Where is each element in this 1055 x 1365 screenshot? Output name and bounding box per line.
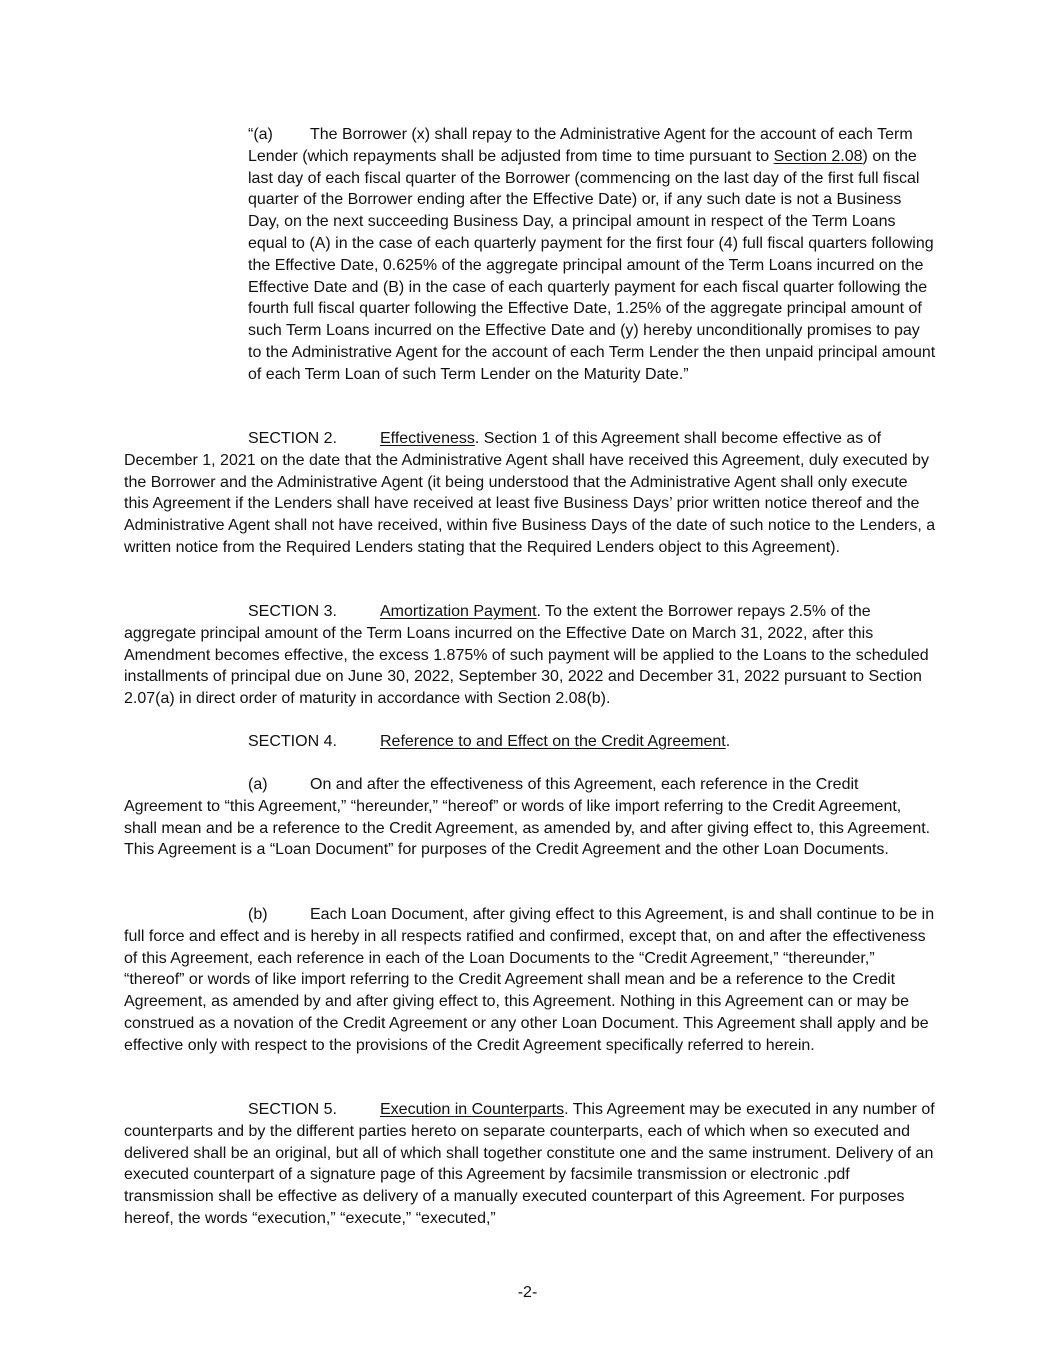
section-3-heading: Amortization Payment bbox=[380, 603, 537, 620]
paragraph-a bbox=[248, 124, 936, 386]
section-4a-body: On and after the effectiveness of this Agreement, each reference in the Credit Agreement to “this Agreement,” “hereunder,” “hereof” or words of like import referring to the Credit Agreement, shall mean and be a reference to the Credit Agreement, as amended by, and after giving effect to, this Agreement. This Agreement is a “Loan Document” for purposes of the Credit Agreement and the other Loan Documents. bbox=[124, 776, 931, 859]
section-4-heading-line bbox=[124, 731, 936, 753]
section-4b-paragraph bbox=[124, 904, 936, 1057]
section-4a-label: (a) bbox=[248, 776, 268, 793]
section-2-heading: Effectiveness bbox=[380, 430, 475, 447]
section-5-body: . This Agreement may be executed in any number of counterparts and by the different parties hereto on separate counterparts, each of which when so executed and delivered shall be an original, but all of which shall together constitute one and the same instrument. Delivery of an executed counterpart of a signature page of this Agreement by facsimile transmission or electronic .pdf transmission shall be effective as delivery of a manually executed counterpart of this Agreement. For purposes hereof, the words “execution,” “execute,” “executed,” bbox=[124, 1101, 935, 1227]
section-5-heading: Execution in Counterparts bbox=[380, 1101, 565, 1118]
paragraph-a-label: “(a) bbox=[248, 126, 273, 143]
page-number: -2- bbox=[517, 1284, 538, 1301]
section-4-heading: Reference to and Effect on the Credit Agreement bbox=[380, 733, 726, 750]
section-5-number: SECTION 5. bbox=[248, 1101, 337, 1118]
section-4b-body: Each Loan Document, after giving effect to this Agreement, is and shall continue to be in full force and effect and is hereby in all respects ratified and confirmed, except that, on and after the effectiveness of this Agreement, each reference in each of the Loan Documents to the “Credit Agreement,” “thereunder,” “thereof” or words of like import referring to the Credit Agreement shall mean and be a reference to the Credit Agreement, as amended by and after giving effect to, this Agreement. Nothing in this Agreement can or may be construed as a novation of the Credit Agreement or any other Loan Document. This Agreement shall apply and be effective only with respect to the provisions of the Credit Agreement specifically referred to herein. bbox=[124, 906, 935, 1054]
section-2-08-reference: Section 2.08 bbox=[773, 147, 863, 165]
paragraph-a-text-2: ) on the last day of each fiscal quarter of the Borrower (commencing on the last day of the first full fiscal quarter of the Borrower ending after the Effective Date) or, if any such date is not a Business Day, on the next succeeding Business Day, a principal amount in respect of the Term Loans equal to (A) in the case of each quarterly payment for the first four (4) full fiscal quarters following the Effective Date, 0.625% of the aggregate principal amount of the Term Loans incurred on the Effective Date and (B) in the case of each quarterly payment for each fiscal quarter following the fourth full fiscal quarter following the Effective Date, 1.25% of the aggregate principal amount of such Term Loans incurred on the Effective Date and (y) hereby unconditionally promises to pay to the Administrative Agent for the account of each Term Lender the then unpaid principal amount of each Term Loan of such Term Lender on the Maturity Date.” bbox=[248, 147, 936, 383]
section-4-tail: . bbox=[725, 733, 731, 750]
section-2-body: . Section 1 of this Agreement shall become effective as of December 1, 2021 on the date that the Administrative Agent shall have received this Agreement, duly executed by the Borrower and the Administrative Agent (it being understood that the Administrative Agent shall only execute this Agreement if the Lenders shall have received at least five Business Days’ prior written notice thereof and the Administrative Agent shall not have received, within five Business Days of the date of such notice to the Lenders, a written notice from the Required Lenders stating that the Required Lenders object to this Agreement). bbox=[124, 430, 936, 556]
section-3-number: SECTION 3. bbox=[248, 603, 337, 620]
section-4b-label: (b) bbox=[248, 906, 268, 923]
section-2-paragraph bbox=[124, 428, 936, 559]
section-2-number: SECTION 2. bbox=[248, 430, 337, 447]
section-5-paragraph bbox=[124, 1099, 936, 1230]
section-4a-paragraph bbox=[124, 774, 936, 861]
paragraph-a-text-1: The Borrower (x) shall repay to the Administrative Agent for the account of each Term Lender (which repayments shall be adjusted from time to time pursuant to bbox=[248, 126, 913, 165]
section-3-paragraph bbox=[124, 601, 936, 710]
section-3-body: . To the extent the Borrower repays 2.5% of the aggregate principal amount of the Term Loans incurred on the Effective Date on March 31, 2022, after this Amendment becomes effective, the excess 1.875% of such payment will be applied to the Loans to the scheduled installments of principal due on June 30, 2022, September 30, 2022 and December 31, 2022 pursuant to Section 2.07(a) in direct order of maturity in accordance with Section 2.08(b). bbox=[124, 603, 929, 708]
section-4-number: SECTION 4. bbox=[248, 733, 337, 750]
